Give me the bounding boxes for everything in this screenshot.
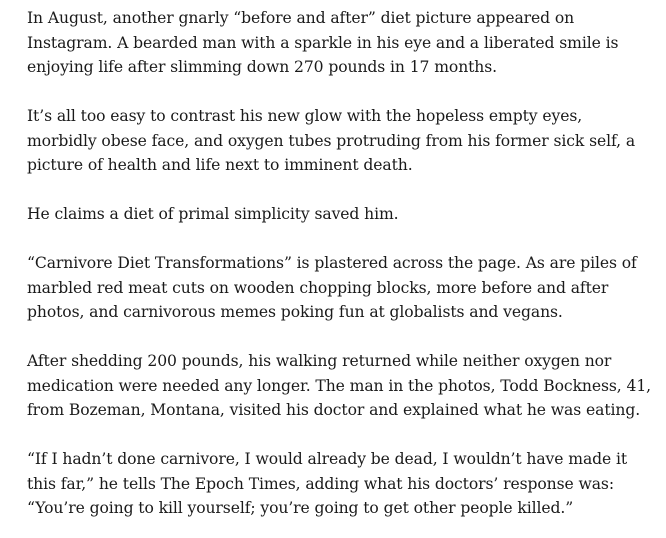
article-paragraph: “Carnivore Diet Transformations” is plastered across the page. As are piles of marbled red meat cuts on wooden chopping blocks, more before and after photos, and carnivorous memes poking fun at globalists and vegans. xyxy=(27,254,637,321)
article-paragraph: After shedding 200 pounds, his walking returned while neither oxygen nor medication were needed any longer. The man in the photos, Todd Bockness, 41, from Bozeman, Montana, visited his doctor and explained what he was eating. xyxy=(27,352,652,419)
article-paragraph: In August, another gnarly “before and after” diet picture appeared on Instagram. A bearded man with a sparkle in his eye and a liberated smile is enjoying life after slimming down 270 pounds in 17 months. xyxy=(27,9,619,76)
article-paragraph: It’s all too easy to contrast his new glow with the hopeless empty eyes, morbidly obese face, and oxygen tubes protruding from his former sick self, a picture of health and life next to imminent death. xyxy=(27,107,636,174)
article-paragraph: “If I hadn’t done carnivore, I would already be dead, I wouldn’t have made it this far,” he tells The Epoch Times, adding what his doctors’ response was: “You’re going to kill yourself; you’re going to get other people killed.” xyxy=(27,450,628,517)
article-paragraph: He claims a diet of primal simplicity saved him. xyxy=(27,205,399,223)
